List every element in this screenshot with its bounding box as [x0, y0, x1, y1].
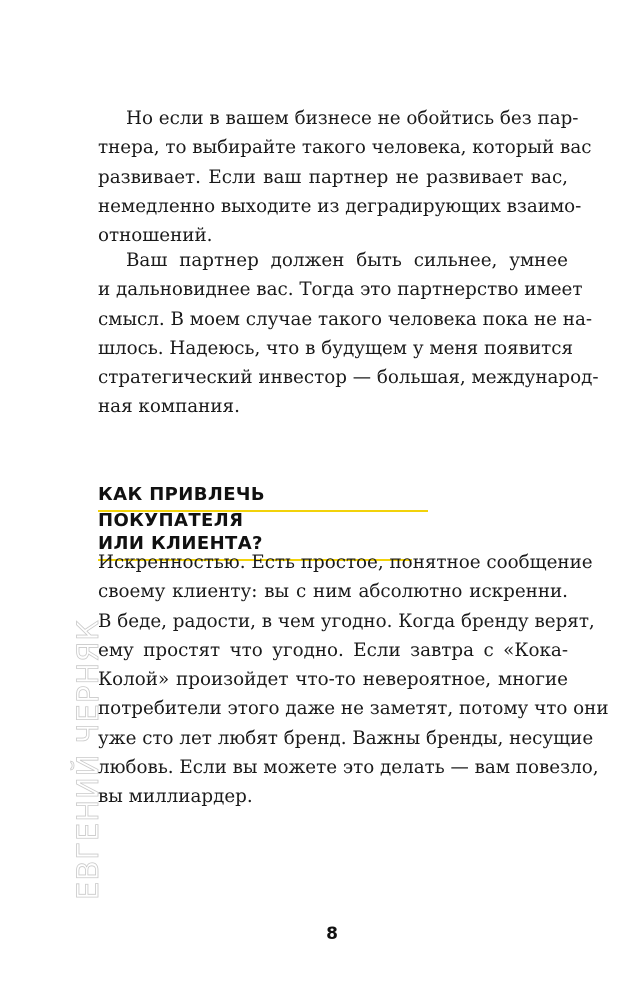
heading-line-1: КАК ПРИВЛЕЧЬ ПОКУПАТЕЛЯ: [98, 482, 428, 512]
text-line: немедленно выходите из деградирующих взаимо-: [98, 195, 582, 217]
text-line: своему клиенту: вы с ним абсолютно искренни.: [98, 581, 568, 603]
text-line: тнера, то выбирайте такого человека, который вас: [98, 137, 592, 159]
paragraph-sincerity: [98, 548, 609, 812]
text-line: Колой» произойдет что-то невероятное, многие: [98, 669, 568, 691]
text-line: Ваш партнер должен быть сильнее, умнее: [126, 250, 568, 271]
text-line: В беде, радости, в чем угодно. Когда бренду верят,: [98, 610, 595, 632]
text-line: Но если в вашем бизнесе не обойтись без пар-: [126, 108, 579, 129]
text-line: любовь. Если вы можете это делать — вам повезло,: [98, 757, 599, 779]
text-line: уже сто лет любят бренд. Важны бренды, несущие: [98, 727, 594, 749]
paragraph-partner-strength: [98, 246, 599, 422]
text-line: стратегический инвестор — большая, международ-: [98, 367, 599, 389]
text-line: ему простят что угодно. Если завтра с «Кока-: [98, 639, 568, 661]
text-line: вы миллиардер.: [98, 786, 253, 808]
text-line: и дальновиднее вас. Тогда это партнерство имеет: [98, 279, 583, 301]
text-line: отношений.: [98, 225, 213, 247]
text-line: ная компания.: [98, 396, 240, 418]
heading-line-2: ИЛИ КЛИЕНТА?: [98, 531, 412, 561]
text-line: шлось. Надеюсь, что в будущем у меня появится: [98, 337, 574, 359]
text-line: смысл. В моем случае такого человека пока не на-: [98, 308, 593, 330]
text-line: развивает. Если ваш партнер не развивает вас,: [98, 166, 568, 188]
page-number: 8: [326, 924, 338, 944]
text-line: Искренностью. Есть простое, понятное сообщение: [98, 552, 593, 573]
text-line: потребители этого даже не заметят, потому что они: [98, 698, 609, 720]
author-name-vertical: ЕВГЕНИЙ ЧЕРНЯК: [71, 619, 105, 900]
paragraph-partner-choice: [98, 104, 592, 250]
